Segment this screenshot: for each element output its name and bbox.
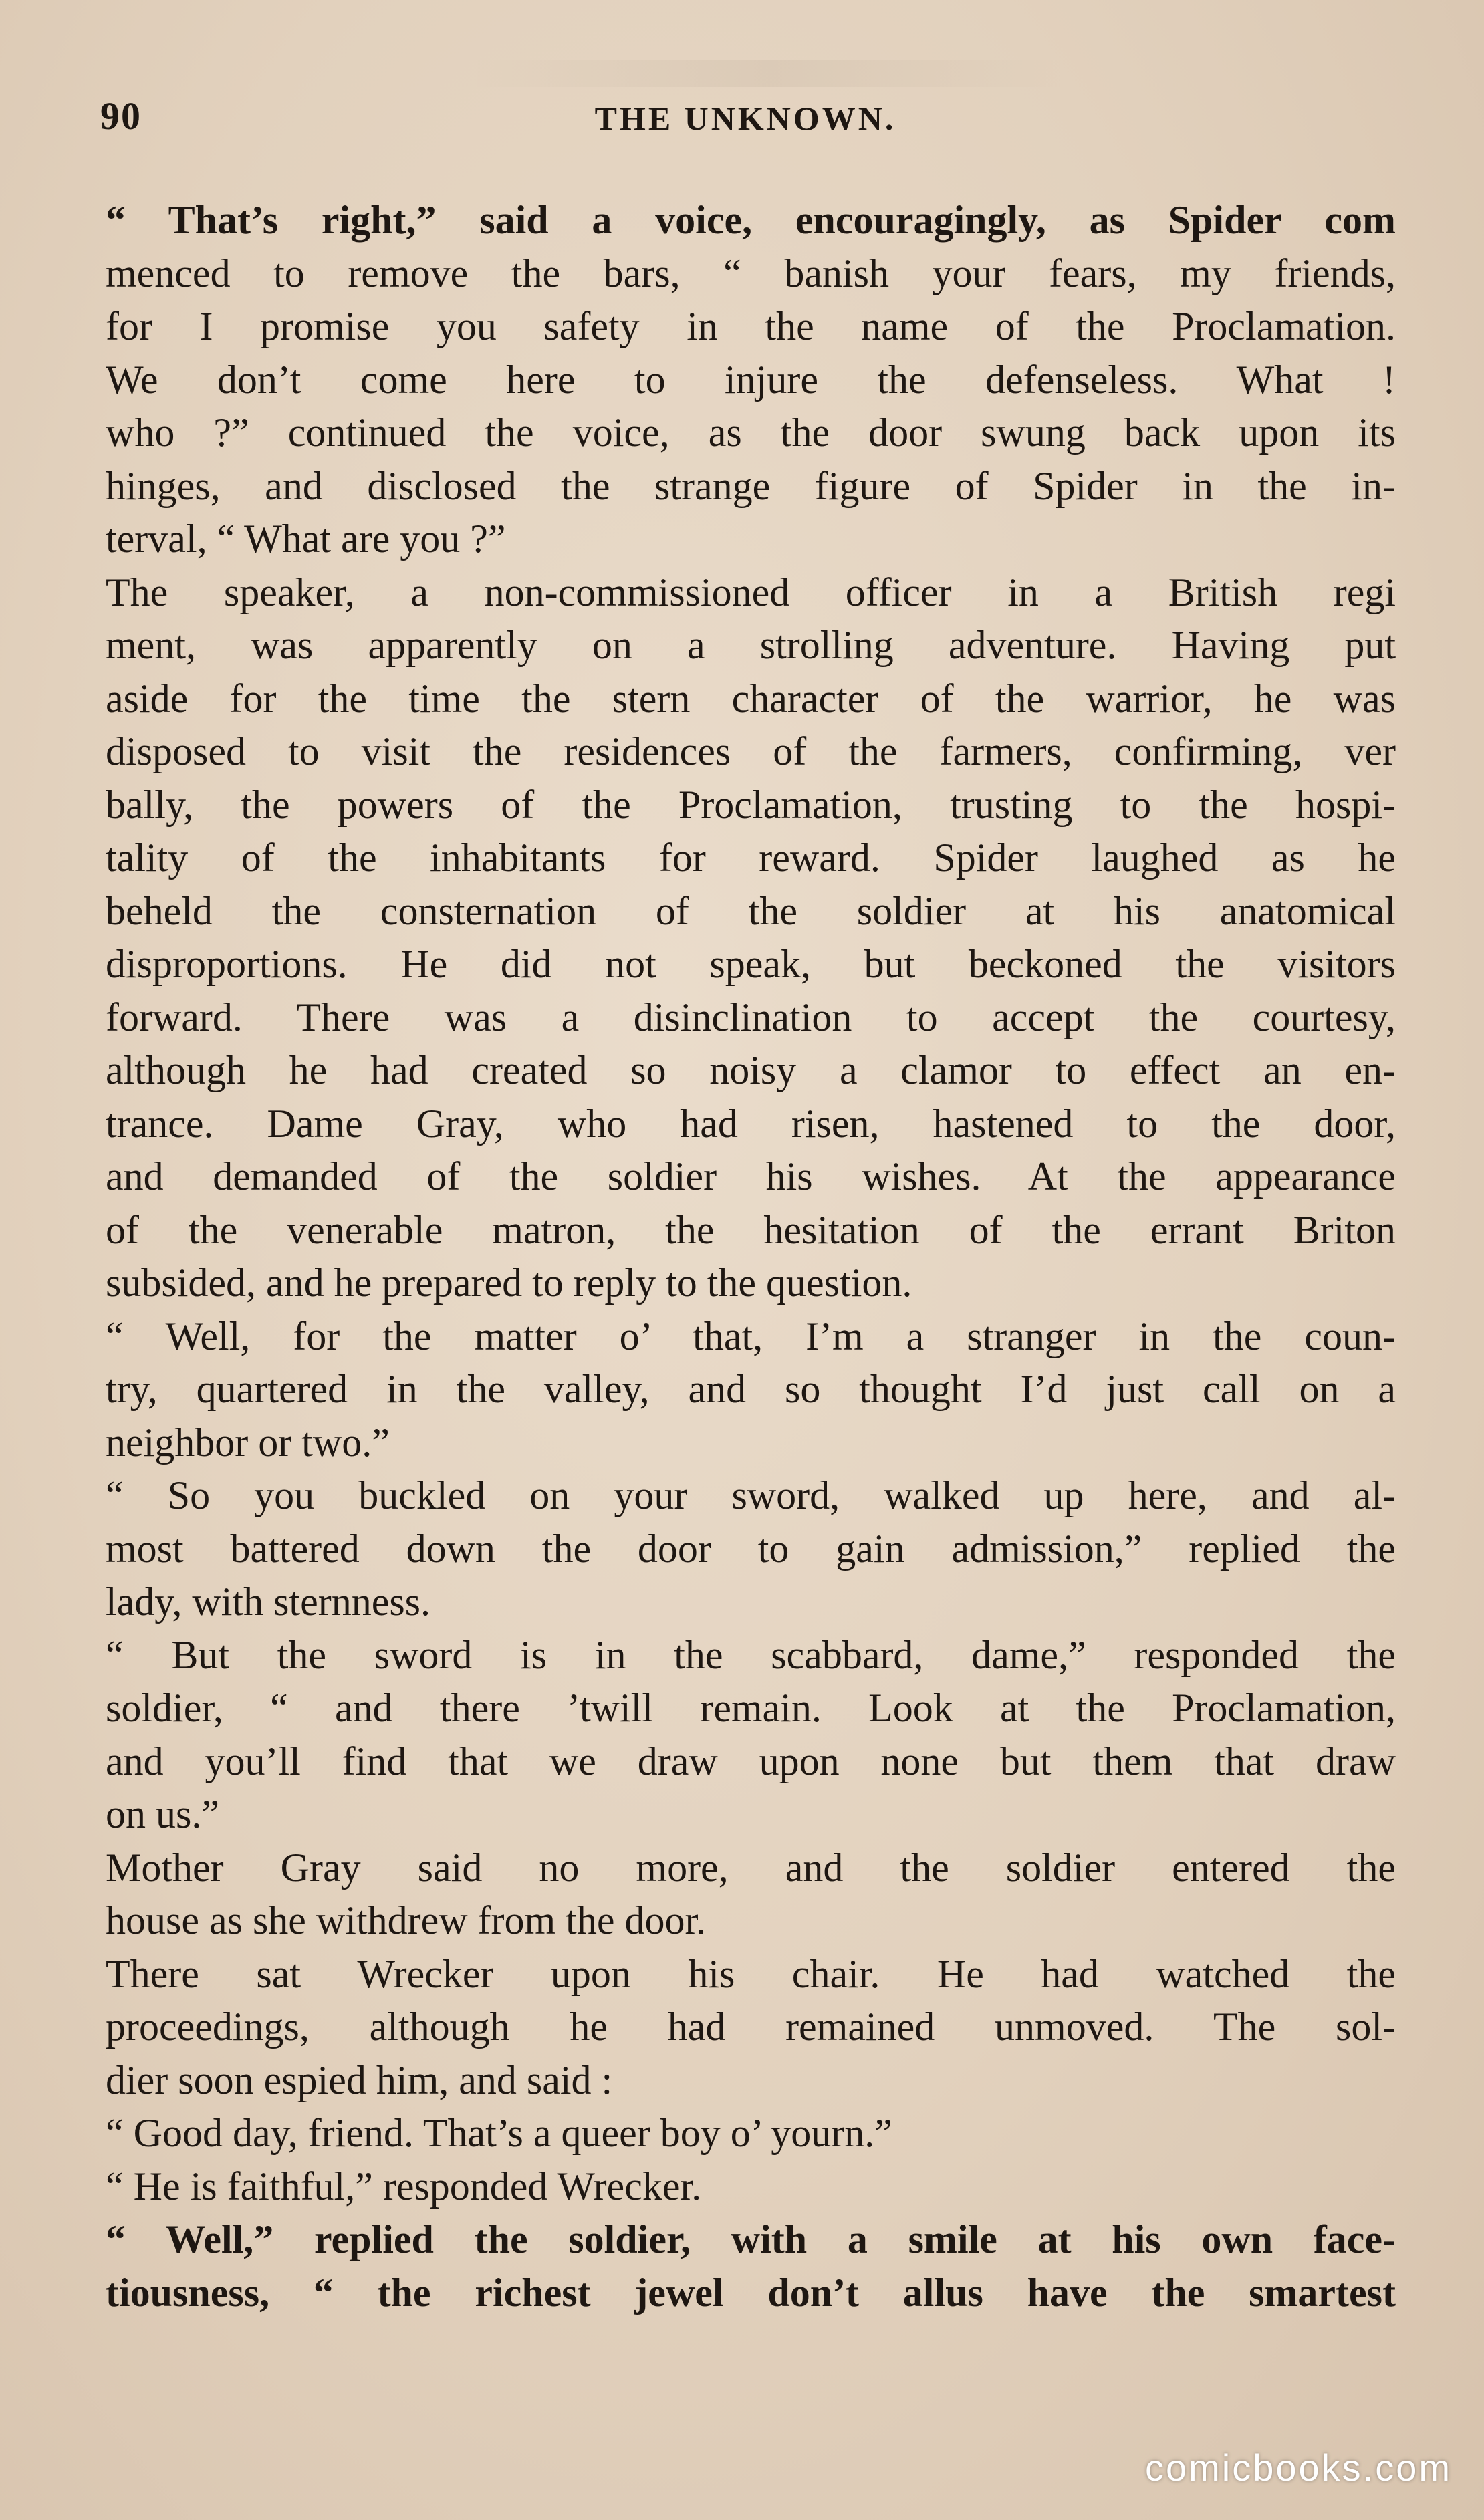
text-line: “ That’s right,” said a voice, encouragingly, as Spider com: [106, 198, 1396, 242]
text-line: subsided, and he prepared to reply to the question.: [106, 1261, 912, 1305]
text-line: although he had created so noisy a clamor to effect an en-: [106, 1048, 1396, 1092]
text-line: proceedings, although he had remained unmoved. The sol-: [106, 2005, 1396, 2049]
text-line: dier soon espied him, and said :: [106, 2057, 613, 2102]
text-line: try, quartered in the valley, and so thought I’d just call on a: [106, 1367, 1396, 1411]
text-line: and you’ll find that we draw upon none but them that draw: [106, 1739, 1396, 1783]
body-text: [106, 194, 1396, 2319]
text-line: bally, the powers of the Proclamation, trusting to the hospi-: [106, 782, 1396, 827]
text-line: neighbor or two.”: [106, 1420, 390, 1465]
show-through-shadow: [468, 60, 1070, 87]
text-line: of the venerable matron, the hesitation of the errant Briton: [106, 1207, 1396, 1252]
text-line: “ But the sword is in the scabbard, dame,” responded the: [106, 1632, 1396, 1677]
text-line: hinges, and disclosed the strange figure of Spider in the in-: [106, 463, 1396, 508]
text-line: for I promise you safety in the name of the Proclamation.: [106, 304, 1396, 348]
text-line: beheld the consternation of the soldier at his anatomical: [106, 888, 1396, 933]
page-header: [100, 94, 1390, 147]
text-line: “ He is faithful,” responded Wrecker.: [106, 2164, 702, 2209]
text-line: house as she withdrew from the door.: [106, 1898, 707, 1942]
text-line: “ So you buckled on your sword, walked up here, and al-: [106, 1473, 1396, 1517]
text-line: most battered down the door to gain admission,” replied the: [106, 1526, 1396, 1571]
text-line: who ?” continued the voice, as the door swung back upon its: [106, 410, 1396, 455]
text-line: ment, was apparently on a strolling adventure. Having put: [106, 623, 1396, 667]
text-line: disproportions. He did not speak, but beckoned the visitors: [106, 942, 1396, 986]
text-line: trance. Dame Gray, who had risen, hastened to the door,: [106, 1101, 1396, 1146]
text-line: disposed to visit the residences of the farmers, confirming, ver: [106, 729, 1396, 773]
text-line: menced to remove the bars, “ banish your fears, my friends,: [106, 251, 1396, 295]
text-line: and demanded of the soldier his wishes. At the appearance: [106, 1154, 1396, 1199]
running-head: THE UNKNOWN.: [594, 100, 896, 137]
text-line: “ Well,” replied the soldier, with a smile at his own face-: [106, 2217, 1396, 2261]
text-line: Mother Gray said no more, and the soldier entered the: [106, 1845, 1396, 1890]
text-line: “ Good day, friend. That’s a queer boy o’ yourn.”: [106, 2111, 892, 2155]
text-line: There sat Wrecker upon his chair. He had watched the: [106, 1951, 1396, 1996]
text-line: aside for the time the stern character of the warrior, he was: [106, 676, 1396, 721]
text-line: on us.”: [106, 1792, 219, 1836]
text-line: terval, “ What are you ?”: [106, 517, 506, 561]
watermark: comicbooks.com: [1144, 2446, 1452, 2489]
text-line: lady, with sternness.: [106, 1580, 431, 1624]
text-line: “ Well, for the matter o’ that, I’m a stranger in the coun-: [106, 1313, 1396, 1358]
text-line: We don’t come here to injure the defenseless. What !: [106, 357, 1396, 402]
text-line: forward. There was a disinclination to accept the courtesy,: [106, 995, 1396, 1039]
text-line: The speaker, a non-commissioned officer in a British regi: [106, 570, 1396, 614]
text-line: tality of the inhabitants for reward. Spider laughed as he: [106, 836, 1396, 880]
text-line: tiousness, “ the richest jewel don’t allus have the smartest: [106, 2270, 1396, 2315]
page-number: 90: [100, 94, 142, 138]
text-line: soldier, “ and there ’twill remain. Look at the Proclamation,: [106, 1686, 1396, 1730]
